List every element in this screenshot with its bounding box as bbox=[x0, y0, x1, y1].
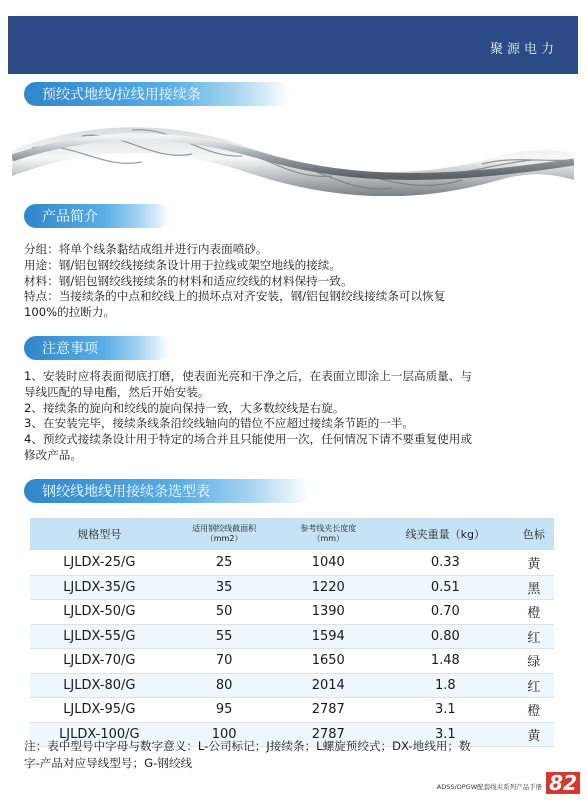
note-line: 4、预绞式接续条设计用于特定的场合并且只能使用一次，任何情况下请不要重复使用或 bbox=[24, 432, 472, 447]
cell-model: LJLDX-80/G bbox=[30, 673, 169, 698]
intro-line: 100%的拉断力。 bbox=[24, 305, 116, 320]
cell-weight: 1.8 bbox=[377, 673, 514, 698]
table-header-row bbox=[30, 518, 554, 551]
cell-area: 50 bbox=[169, 600, 280, 625]
intro-text bbox=[24, 242, 569, 321]
cell-color: 黑 bbox=[514, 575, 554, 600]
cell-area: 55 bbox=[169, 624, 280, 649]
notes-title: 注意事项 bbox=[24, 336, 170, 360]
table-row bbox=[30, 575, 554, 600]
page-number: 82 bbox=[546, 772, 580, 794]
intro-line: 分组：将单个线条黏结成组并进行内表面喷砂。 bbox=[24, 242, 268, 256]
cell-weight: 0.70 bbox=[377, 600, 514, 625]
table-title: 钢绞线地线用接续条选型表 bbox=[24, 479, 310, 503]
cell-color: 红 bbox=[514, 673, 554, 698]
cell-weight: 3.1 bbox=[377, 722, 514, 747]
cell-length: 1390 bbox=[280, 600, 377, 625]
cell-length: 2787 bbox=[280, 722, 377, 747]
note-line: 修改产品。 bbox=[24, 447, 82, 462]
cell-area: 80 bbox=[169, 673, 280, 698]
table-row bbox=[30, 624, 554, 649]
cell-weight: 0.80 bbox=[377, 624, 514, 649]
table-row bbox=[30, 698, 554, 723]
cell-weight: 1.48 bbox=[377, 649, 514, 674]
header-area: 适用钢绞线截面积 （mm2） bbox=[169, 518, 280, 551]
intro-line: 特点：当接续条的中点和绞线上的损坏点对齐安装，钢/铝包钢绞线接续条可以恢复 bbox=[24, 289, 446, 304]
cell-area: 35 bbox=[169, 575, 280, 600]
header-band bbox=[0, 0, 586, 74]
cell-color: 绿 bbox=[514, 649, 554, 674]
header-weight: 线夹重量（kg） bbox=[377, 518, 514, 551]
cell-area: 100 bbox=[169, 722, 280, 747]
header-length: 参考线夹长度度 （mm） bbox=[280, 518, 377, 551]
cell-model: LJLDX-100/G bbox=[30, 722, 169, 747]
cell-model: LJLDX-55/G bbox=[30, 624, 169, 649]
cell-length: 1650 bbox=[280, 649, 377, 674]
series-name: ADSS/OPGW配套线夹系列产品手册 bbox=[436, 783, 543, 791]
selection-table bbox=[30, 518, 554, 747]
cell-model: LJLDX-70/G bbox=[30, 649, 169, 674]
cell-weight: 3.1 bbox=[377, 698, 514, 723]
header-model: 规格型号 bbox=[30, 518, 169, 551]
footnote-line: 注：表中型号中字母与数字意义：L-公司标记；J接续条；L螺旋预绞式；DX-地线用；数 bbox=[24, 739, 471, 753]
cell-length: 2787 bbox=[280, 698, 377, 723]
brand-name: 聚源电力 bbox=[489, 42, 558, 57]
note-line: 2、接续条的旋向和绞线的旋向保持一致，大多数绞线是右旋。 bbox=[24, 400, 345, 415]
product-title: 预绞式地线/拉线用接续条 bbox=[24, 82, 290, 106]
intro-line: 材料：钢/铝包钢绞线接续条的材料和适应绞线的材料保持一致。 bbox=[24, 273, 353, 288]
intro-title: 产品简介 bbox=[24, 204, 170, 228]
table-row bbox=[30, 673, 554, 698]
table-row bbox=[30, 551, 554, 576]
cell-model: LJLDX-35/G bbox=[30, 575, 169, 600]
cell-color: 红 bbox=[514, 624, 554, 649]
table-footnote bbox=[24, 738, 569, 772]
cell-length: 1594 bbox=[280, 624, 377, 649]
cell-length: 2014 bbox=[280, 673, 377, 698]
cell-color: 橙 bbox=[514, 600, 554, 625]
cell-length: 1220 bbox=[280, 575, 377, 600]
notes-text bbox=[24, 369, 569, 464]
footnote-line: 字-产品对应导线型号；G-钢绞线 bbox=[24, 756, 193, 770]
intro-line: 用途：钢/铝包钢绞线接续条设计用于拉线或架空地线的接续。 bbox=[24, 257, 341, 272]
cell-color: 橙 bbox=[514, 698, 554, 723]
cell-color: 黄 bbox=[514, 722, 554, 747]
cell-area: 70 bbox=[169, 649, 280, 674]
cell-area: 25 bbox=[169, 551, 280, 576]
header-color: 色标 bbox=[514, 518, 554, 551]
cell-model: LJLDX-50/G bbox=[30, 600, 169, 625]
note-line: 3、在安装完毕，接续条线条沿绞线轴向的错位不应超过接续条节距的一半。 bbox=[24, 416, 414, 431]
cell-model: LJLDX-95/G bbox=[30, 698, 169, 723]
note-line: 1、安装时应将表面彻底打磨，使表面光亮和干净之后，在表面立即涂上一层高质量、与 bbox=[24, 369, 472, 383]
cell-length: 1040 bbox=[280, 551, 377, 576]
cell-weight: 0.51 bbox=[377, 575, 514, 600]
page-footer bbox=[437, 772, 580, 794]
table-row bbox=[30, 600, 554, 625]
table-row bbox=[30, 649, 554, 674]
cell-color: 黄 bbox=[514, 551, 554, 576]
cell-weight: 0.33 bbox=[377, 551, 514, 576]
cell-area: 95 bbox=[169, 698, 280, 723]
cell-model: LJLDX-25/G bbox=[30, 551, 169, 576]
cable-image bbox=[12, 110, 574, 196]
note-line: 导线匹配的导电酯，然后开始安装。 bbox=[24, 384, 210, 399]
